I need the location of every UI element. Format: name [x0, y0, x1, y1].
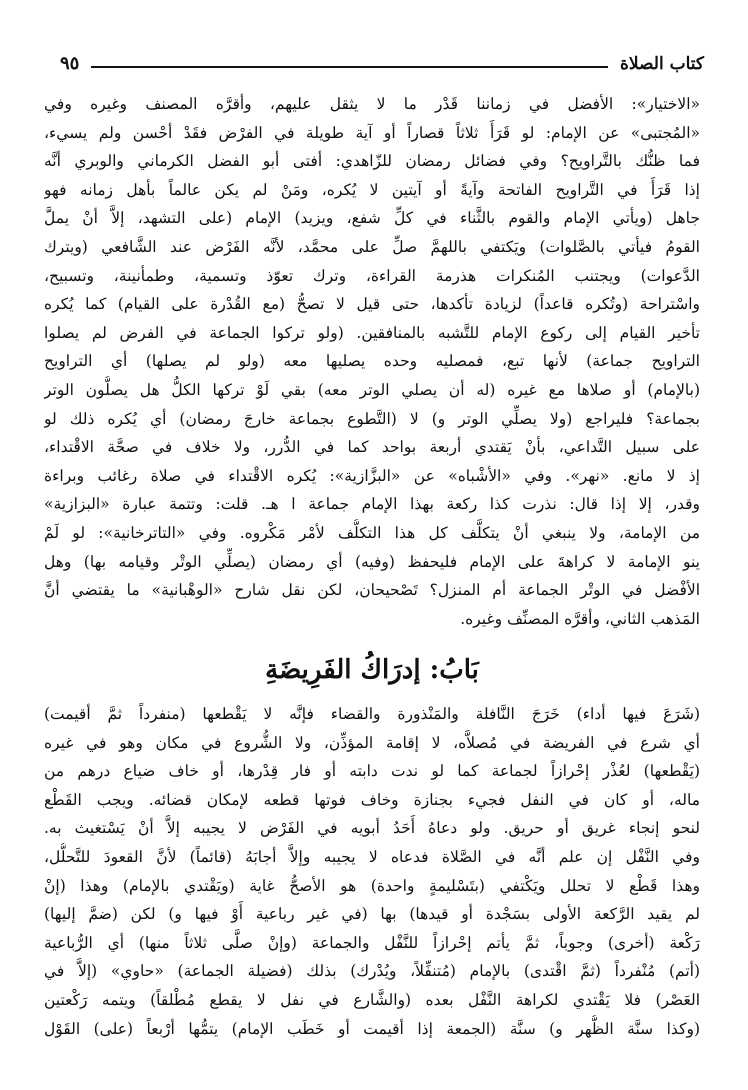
text-line: الدَّعوات) ويجتنب المُنكرات هذرمة القراءة، وترك تعوّذ وتسمية، وطمأنينة، وتسبيح، — [44, 266, 700, 285]
text-line: المَذهب الثاني، وأقرَّه المصنِّف وغيره. — [460, 609, 700, 628]
page-number: ٩٥ — [60, 53, 80, 74]
text-line: التراويح جماعة) لأنها تبع، فمصليه وحده يصليها معه (ولو لم يصلها) أي التراويح — [44, 352, 700, 371]
text-line: واسْتراحة (وتُكره قاعداً) لزيادة تأكدها، حتى قيل لا تصحُّ (مع القُدْرة على القيام) كما يُكره — [44, 295, 700, 314]
text-line: (وكذا سنَّة الظُّهر و) سنَّة (الجمعة إذا أقيمت أو خَطَب الإمام) يتمُّها أرْبعاً (على) القَوْل — [44, 1019, 700, 1038]
text-line: وفي النَّفْل إن علم أنَّه في الصَّلاة فدعاه لا يجيبه وإلاَّ أجابَهُ (قائماً) لأنَّ القعودَ للتَّحلُّل، — [44, 847, 700, 866]
text-line: أي شرع في الفريضة في مُصلاَّه، لا إقامة المؤذِّن، ولا الشُّروع في مكان وهو في غيره — [44, 733, 700, 752]
running-title: كتاب الصلاة — [619, 54, 704, 74]
text-line: وقدر، إلا إذا قال: نذرت كذا ركعة بهذا الإمام جماعة ا هـ. قلت: وتتمة عبارة «البزازية» — [44, 495, 700, 514]
text-line: (يَقْطعها) لعُذْر إحْرازاً لجماعة كما لو ندت دابته أو فار قِدْرها، أو خاف ضياع درهم من — [44, 762, 700, 781]
text-line: ينو الإمامة لا كراهةَ على الإمام فليحفظ (وفيه) أي رمضان (يصلِّي الوتْر وقيامه بها) وهل — [44, 552, 700, 571]
text-line: وهذا قَطْع لا تحلل ويَكْتفي (بتَسْليمةٍ واحدة) هو الأصحُّ غاية (ويَقْتدي بالإمام) وهذا (إنْ — [44, 876, 700, 895]
text-line: فما ظنُّك بالتَّراويح؟ وفي فضائل رمضان للزّاهدي: أفتى أبو الفضل الكرماني والوبري أنَّه — [44, 152, 700, 171]
text-line: إذ لا مانع. «نهر». وفي «الأشْباه» عن «البزَّازية»: يُكره الاقْتداء في صلاة رغائب وبراءة — [44, 466, 700, 485]
chapter-title: بَابُ: إدرَاكُ الفَرِيضَةِ — [265, 655, 479, 685]
text-line: «الاختيار»: الأفضل في زماننا قَدْر ما لا يثقل عليهم، وأقرَّه المصنف وغيره وفي — [44, 95, 700, 113]
text-line: على سبيل التَّداعي، بأنْ يَقتدي أربعة بواحد كما في الدُّرر، ولا خلاف في صحَّة الاقْتداء، — [44, 438, 700, 457]
text-line: (أتم) مُنْفرداً (ثمَّ اقْتدى) بالإمام (مُتنفِّلاً، ويُدْرك) بذلك (فضيلة الجماعة) «حاوي» (إلاَّ في — [44, 962, 700, 981]
text-line: بجماعة؟ فليراجع (ولا يصلِّي الوتر و) لا (التَّطوع بجماعة خارجَ رمضان) أي يُكره ذلك لو — [44, 409, 700, 428]
page-header — [60, 44, 704, 74]
text-line: جاهل (ويأتي الإمام والقوم بالثَّناء في كلِّ شفع، ويزيد) الإمام (على التشهد، إلاَّ أنْ يملَّ — [44, 209, 700, 228]
text-line: رَكْعة (أخرى) وجوباً، ثمَّ يأتم إحْرازاً للنَّفْل والجماعة (وإنْ صلَّى ثلاثاً منها) أي الرُّباعية — [44, 933, 700, 952]
text-line: لنحو إنجاء غريق أو حريق. ولو دعاهُ أَحَدُ أبويه في الفَرْض لا يجيبه إلاَّ أنْ يَسْتغيث به. — [44, 819, 700, 838]
text-line: (بالإمام) أو صلاها مع غيره (له أن يصلي الوتر معه) بقي لَوْ تركها الكلُّ هل يصلُّون الوتر — [44, 380, 700, 399]
text-line: العَصْر) فلا يَقْتدي لكراهة النَّفْل بعده (والشَّارع في نفل لا يقطع مُطْلقاً) ويتمه رَكْعتين — [44, 990, 700, 1009]
text-line: لم يقيد الرَّكعة الأولى بسَجْدة أو قيدها) بها (في غير رباعية أَوْ فيها و) لكن (ضمَّ إليها) — [44, 905, 700, 924]
text-line: «المُجتبى» عن الإمام: لو قَرَأَ ثلاثاً قصاراً أو آية طويلة في الفرْض فقَدْ أحْسن ولم يسيء، — [44, 123, 700, 142]
text-line: تأخير القيام إلى ركوع الإمام للتَّشبه بالمنافقين. (ولو تركوا الجماعة في الفرض لم يصلوا — [44, 323, 700, 342]
text-line: الأفْضل في الوتْر الجماعة أم المنزل؟ تَصْحيحان، لكن نقل شارح «الوهْبانية» ما يقتضي أنَّ — [44, 581, 700, 600]
text-block-1 — [44, 90, 700, 633]
text-line: إذا قَرَأَ في التَّراويح الفاتحة وآيةً أو آيتين لا يُكره، ومَنْ لم يكن عالماً بأهل زمانه فهو — [44, 180, 700, 199]
text-line: من الإمامة، ولا ينبغي أنْ يتكلَّف كل هذا التكلُّف لأمْر مَكْروه. وفي «التاترخانية»: لو لَمْ — [44, 523, 700, 542]
text-line: (شَرَعَ فيها أداء) خَرَجَ النَّافلة والمَنْذورة والقضاء فإنَّه لا يَقْطعها (منفرداً ثمَّ أقيمت) — [44, 705, 700, 723]
text-block-2 — [44, 700, 700, 1043]
text-line: ماله، أو كان في النفل فجيء بجنازة وخاف فوتها قطعه لإمكان قضائه. ويجب القَطْع — [44, 790, 700, 809]
text-line: القومُ فيأتي بالصَّلوات) ويَكتفي باللهمَّ صلِّ على محمَّد، لأنَّه الفَرْض عند الشَّافعي (ويترك — [44, 237, 700, 256]
header-rule — [91, 66, 608, 68]
